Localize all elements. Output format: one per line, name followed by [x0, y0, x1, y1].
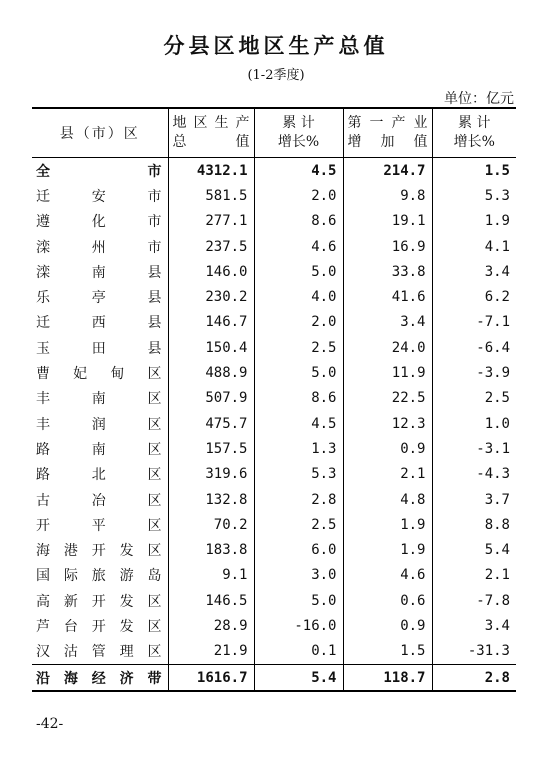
cell-gdp-growth: 2.8 — [254, 487, 343, 512]
cell-name: 丰润区 — [36, 416, 162, 433]
cell-primary: 1.9 — [343, 512, 432, 537]
header-gdp-growth — [254, 108, 343, 158]
cell-gdp-growth: 5.4 — [254, 664, 343, 691]
cell-primary: 16.9 — [343, 234, 432, 259]
cell-name: 古冶区 — [36, 492, 162, 509]
cell-gdp: 9.1 — [168, 563, 254, 588]
cell-gdp: 1616.7 — [168, 664, 254, 691]
header-primary-growth-line1: 累 计 — [458, 115, 491, 131]
table-row — [32, 563, 516, 588]
cell-primary: 4.6 — [343, 563, 432, 588]
cell-primary: 11.9 — [343, 360, 432, 385]
cell-gdp-growth: 4.0 — [254, 284, 343, 309]
cell-primary: 19.1 — [343, 209, 432, 234]
cell-gdp-growth: 4.5 — [254, 411, 343, 436]
cell-primary-growth: 2.8 — [432, 664, 516, 691]
table-row — [32, 158, 516, 184]
cell-primary-growth: -4.3 — [432, 462, 516, 487]
cell-primary-growth: 6.2 — [432, 284, 516, 309]
cell-primary: 3.4 — [343, 310, 432, 335]
cell-gdp-growth: 0.1 — [254, 639, 343, 665]
cell-gdp-growth: 2.5 — [254, 512, 343, 537]
table-row — [32, 284, 516, 309]
cell-primary-growth: -7.8 — [432, 588, 516, 613]
page-number: -42- — [36, 716, 64, 732]
cell-primary-growth: -3.1 — [432, 436, 516, 461]
cell-gdp-growth: 5.3 — [254, 462, 343, 487]
cell-primary-growth: 1.9 — [432, 209, 516, 234]
table-row — [32, 487, 516, 512]
header-gdp-growth-line2: 增长% — [277, 134, 320, 150]
cell-name: 汉沽管理区 — [36, 644, 162, 661]
cell-name: 曹妃甸区 — [36, 366, 162, 383]
unit-label: 单位：亿元 — [444, 91, 514, 107]
cell-primary-growth: 8.8 — [432, 512, 516, 537]
cell-primary-growth: 5.3 — [432, 183, 516, 208]
cell-primary: 0.9 — [343, 436, 432, 461]
header-primary-growth — [432, 108, 516, 158]
cell-gdp: 277.1 — [168, 209, 254, 234]
cell-name: 海港开发区 — [36, 543, 162, 560]
cell-gdp: 183.8 — [168, 537, 254, 562]
cell-gdp: 581.5 — [168, 183, 254, 208]
cell-gdp-growth: 4.6 — [254, 234, 343, 259]
cell-name: 玉田县 — [36, 340, 162, 357]
cell-gdp-growth: 3.0 — [254, 563, 343, 588]
table-row — [32, 639, 516, 665]
table-row — [32, 234, 516, 259]
cell-primary-growth: 3.4 — [432, 613, 516, 638]
table-row — [32, 183, 516, 208]
cell-name: 国际旅游岛 — [36, 568, 162, 585]
cell-name: 丰南区 — [36, 391, 162, 408]
cell-gdp: 146.5 — [168, 588, 254, 613]
cell-gdp-growth: 2.0 — [254, 310, 343, 335]
table-row — [32, 537, 516, 562]
cell-primary: 214.7 — [343, 158, 432, 184]
cell-gdp: 475.7 — [168, 411, 254, 436]
cell-gdp-growth: 8.6 — [254, 386, 343, 411]
cell-primary: 2.1 — [343, 462, 432, 487]
cell-gdp: 319.6 — [168, 462, 254, 487]
table-row — [32, 664, 516, 691]
cell-primary: 12.3 — [343, 411, 432, 436]
cell-name: 开平区 — [36, 517, 162, 534]
cell-primary: 4.8 — [343, 487, 432, 512]
cell-primary-growth: -6.4 — [432, 335, 516, 360]
cell-primary-growth: 2.5 — [432, 386, 516, 411]
cell-gdp: 507.9 — [168, 386, 254, 411]
cell-gdp-growth: 5.0 — [254, 588, 343, 613]
cell-primary: 0.6 — [343, 588, 432, 613]
header-primary-growth-line2: 增长% — [453, 134, 495, 150]
header-county: 县（市）区 — [32, 108, 168, 158]
cell-primary-growth: -7.1 — [432, 310, 516, 335]
cell-gdp: 4312.1 — [168, 158, 254, 184]
cell-primary-growth: 1.5 — [432, 158, 516, 184]
cell-name: 滦州市 — [36, 239, 162, 256]
table-body — [32, 158, 516, 692]
cell-primary: 1.9 — [343, 537, 432, 562]
cell-primary-growth: -31.3 — [432, 639, 516, 665]
table-row — [32, 335, 516, 360]
cell-name: 路南区 — [36, 441, 162, 458]
table-row — [32, 588, 516, 613]
cell-gdp: 150.4 — [168, 335, 254, 360]
cell-gdp-growth: 4.5 — [254, 158, 343, 184]
table-row — [32, 436, 516, 461]
header-gdp — [168, 108, 254, 158]
table-row — [32, 512, 516, 537]
table-row — [32, 310, 516, 335]
table-row — [32, 462, 516, 487]
cell-primary-growth: -3.9 — [432, 360, 516, 385]
cell-primary-growth: 5.4 — [432, 537, 516, 562]
header-primary — [343, 108, 432, 158]
table-row — [32, 360, 516, 385]
cell-primary-growth: 4.1 — [432, 234, 516, 259]
cell-name: 迁安市 — [36, 188, 162, 205]
cell-primary: 118.7 — [343, 664, 432, 691]
page-subtitle: (1-2季度) — [247, 68, 305, 83]
cell-gdp-growth: -16.0 — [254, 613, 343, 638]
cell-gdp-growth: 5.0 — [254, 360, 343, 385]
cell-gdp: 70.2 — [168, 512, 254, 537]
cell-name: 迁西县 — [36, 315, 162, 332]
cell-primary: 1.5 — [343, 639, 432, 665]
header-gdp-line2: 总 值 — [172, 134, 250, 150]
cell-gdp: 237.5 — [168, 234, 254, 259]
cell-primary: 24.0 — [343, 335, 432, 360]
cell-gdp-growth: 5.0 — [254, 259, 343, 284]
table-row — [32, 209, 516, 234]
cell-primary-growth: 3.4 — [432, 259, 516, 284]
cell-name: 全市 — [36, 163, 162, 180]
table-row — [32, 411, 516, 436]
gdp-table — [32, 107, 516, 692]
cell-primary-growth: 1.0 — [432, 411, 516, 436]
cell-primary: 33.8 — [343, 259, 432, 284]
cell-primary: 0.9 — [343, 613, 432, 638]
cell-primary: 22.5 — [343, 386, 432, 411]
table-row — [32, 386, 516, 411]
cell-name: 滦南县 — [36, 264, 162, 281]
cell-name: 沿海经济带 — [32, 664, 168, 691]
cell-gdp-growth: 1.3 — [254, 436, 343, 461]
cell-name: 高新开发区 — [36, 593, 162, 610]
header-primary-line1: 第 一 产 业 — [347, 115, 428, 131]
header-gdp-line1: 地 区 生 产 — [172, 115, 250, 131]
cell-gdp: 146.7 — [168, 310, 254, 335]
page-title: 分县区地区生产总值 — [163, 34, 389, 58]
table-header-row — [32, 108, 516, 158]
cell-gdp: 488.9 — [168, 360, 254, 385]
cell-name: 芦台开发区 — [36, 618, 162, 635]
cell-gdp-growth: 2.0 — [254, 183, 343, 208]
cell-name: 遵化市 — [36, 214, 162, 231]
cell-gdp: 157.5 — [168, 436, 254, 461]
cell-gdp: 21.9 — [168, 639, 254, 665]
header-gdp-growth-line1: 累 计 — [282, 115, 315, 131]
cell-gdp-growth: 2.5 — [254, 335, 343, 360]
cell-gdp: 28.9 — [168, 613, 254, 638]
cell-primary: 9.8 — [343, 183, 432, 208]
table-row — [32, 259, 516, 284]
cell-gdp-growth: 6.0 — [254, 537, 343, 562]
cell-primary-growth: 2.1 — [432, 563, 516, 588]
cell-name: 乐亭县 — [36, 290, 162, 307]
cell-gdp-growth: 8.6 — [254, 209, 343, 234]
header-primary-line2: 增 加 值 — [347, 134, 428, 150]
cell-gdp: 230.2 — [168, 284, 254, 309]
cell-gdp: 132.8 — [168, 487, 254, 512]
cell-primary-growth: 3.7 — [432, 487, 516, 512]
cell-name: 路北区 — [36, 467, 162, 484]
cell-gdp: 146.0 — [168, 259, 254, 284]
table-row — [32, 613, 516, 638]
cell-primary: 41.6 — [343, 284, 432, 309]
